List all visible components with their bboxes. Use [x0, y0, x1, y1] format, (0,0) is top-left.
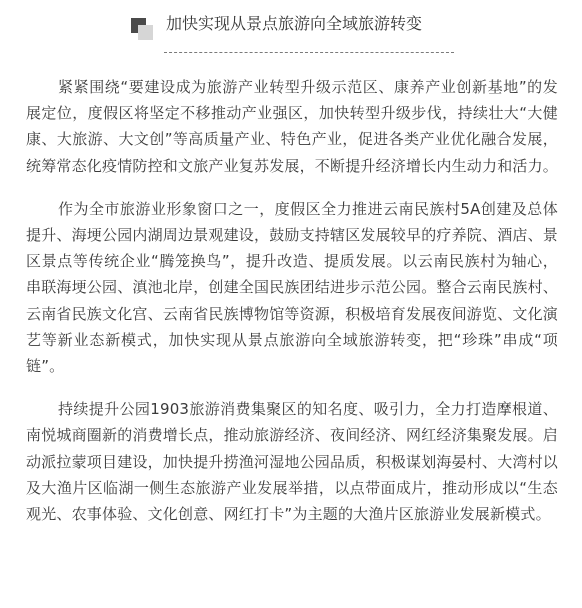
icon-light-square — [138, 25, 153, 40]
article-body — [26, 74, 558, 544]
dashed-divider — [164, 52, 454, 53]
paragraph-3: 持续提升公园1903旅游消费集聚区的知名度、吸引力，全力打造摩根道、南悦城商圈新的消费增长点，推动旅游经济、夜间经济、网红经济集聚发展。启动派拉蒙项目建设，加快提升捞渔河湿地公园品质，积极谋划海晏村、大湾村以及大渔片区临湖一侧生态旅游产业发展举措，以点带面成片，推动形成以“生态观光、农事体验、文化创意、网红打卡”为主题的大渔片区旅游业发展新模式。 — [26, 400, 559, 524]
stacked-squares-icon — [131, 18, 153, 40]
section-title: 加快实现从景点旅游向全域旅游转变 — [166, 14, 423, 33]
paragraph-2: 作为全市旅游业形象窗口之一，度假区全力推进云南民族村5A创建及总体提升、海埂公园内湖周边景观建设，鼓励支持辖区发展较早的疗养院、酒店、景区景点等传统企业“腾笼换鸟”，提升改造、提质发展。以云南民族村为轴心，串联海埂公园、滇池北岸，创建全国民族团结进步示范公园。整合云南民族村、云南省民族文化宫、云南省民族博物馆等资源，积极培育发展夜间游览、文化演艺等新业态新模式，加快实现从景点旅游向全域旅游转变，把“珍珠”串成“项链”。 — [26, 199, 559, 376]
section-header — [0, 0, 582, 62]
paragraph-1: 紧紧围绕“要建设成为旅游产业转型升级示范区、康养产业创新基地”的发展定位，度假区将坚定不移推动产业强区，加快转型升级步伐，持续壮大“大健康、大旅游、大文创”等高质量产业、特色产业，促进各类产业优化融合发展，统筹常态化疫情防控和文旅产业复苏发展，不断提升经济增长内生动力和活力。 — [26, 78, 559, 175]
